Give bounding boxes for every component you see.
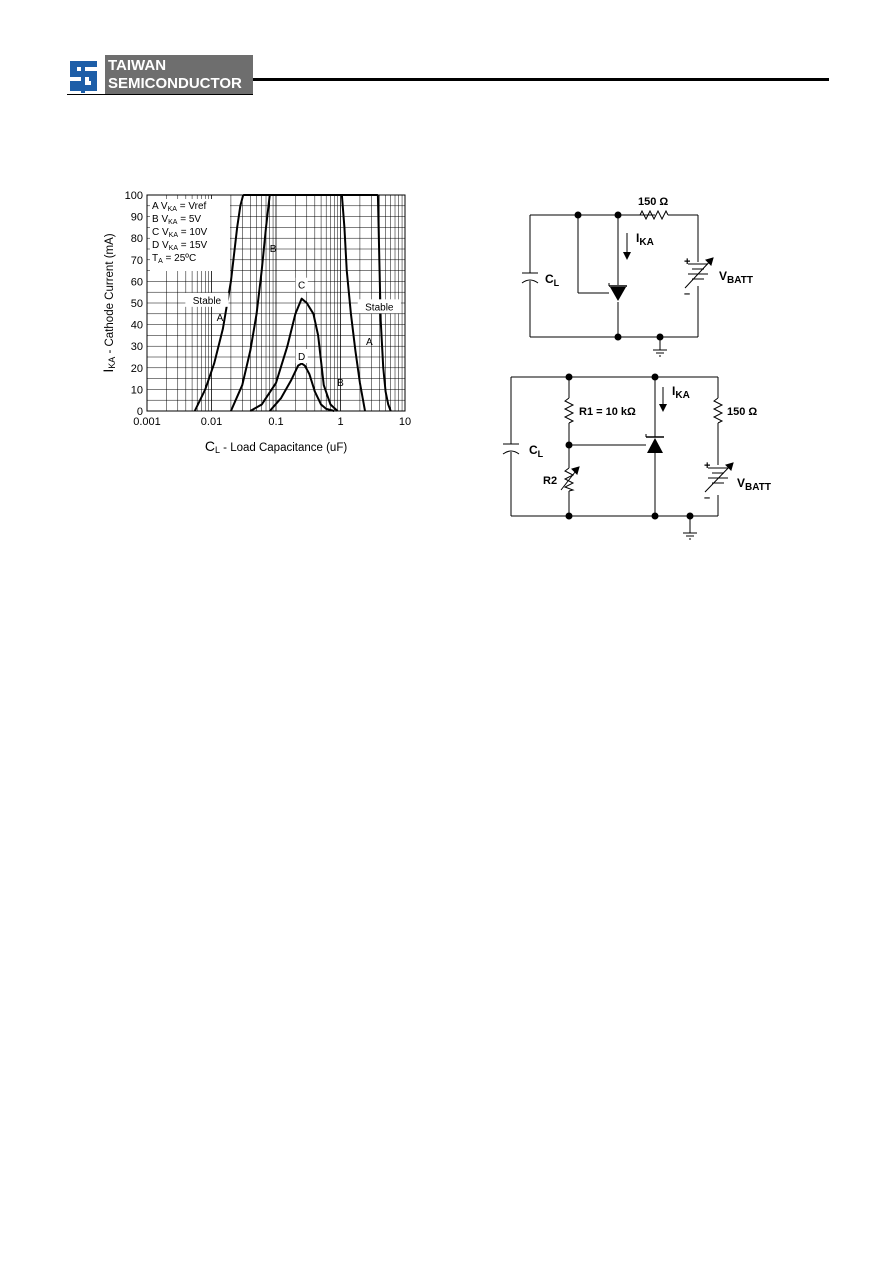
- cap-label: $C_L$: [529, 443, 544, 459]
- resistor-150-label: 150 Ω: [727, 406, 758, 418]
- annotation-label: A: [366, 336, 373, 348]
- r2-label: R2: [543, 475, 558, 487]
- y-tick-label: 0: [136, 406, 143, 418]
- battery-label: $V_{BATT}$: [737, 476, 771, 493]
- y-tick-label: 60: [130, 276, 143, 289]
- annotation-label: B: [337, 377, 344, 389]
- header-underline: [67, 94, 253, 95]
- y-axis-label: IKA - Cathode Current (mA): [100, 233, 117, 373]
- y-tick-label: 80: [130, 233, 143, 246]
- annotation-label: D: [298, 352, 306, 363]
- r1-label: R1 = 10 kΩ: [579, 406, 636, 418]
- y-tick-label: 50: [130, 298, 143, 310]
- y-tick-label: 40: [130, 319, 143, 332]
- company-name-line2: SEMICONDUCTOR: [108, 75, 242, 92]
- junction-dots: [575, 212, 664, 341]
- x-tick-label: 10: [398, 416, 412, 428]
- legend-entry: D $V_{KA} = 15V$: [152, 240, 208, 252]
- company-name-line1: TAIWAN: [108, 57, 167, 74]
- annotation-label: Stable: [365, 302, 394, 314]
- x-tick-labels: [133, 416, 411, 428]
- annotation-label: C: [298, 280, 306, 292]
- resistor-150-label: 150 Ω: [638, 196, 669, 208]
- shunt-regulator-icon: [646, 434, 664, 453]
- legend-entry: $T_A$ = 25ºC: [152, 253, 197, 265]
- legend-entry: A $V_{KA}$ = Vref: [152, 201, 207, 213]
- resistor-r1-icon: [565, 398, 573, 423]
- y-tick-label: 100: [124, 190, 143, 202]
- current-label: $I_{KA}$: [672, 384, 690, 401]
- y-tick-labels: [125, 190, 143, 418]
- battery-plus: +: [704, 460, 711, 472]
- potentiometer-r2-icon: [561, 467, 579, 491]
- test-circuit-2: [495, 365, 795, 550]
- y-tick-label: 70: [130, 254, 143, 267]
- ground-icon: [653, 350, 667, 356]
- legend-entry: C $V_{KA} = 10V$: [152, 227, 208, 239]
- current-arrow-icon: [623, 233, 631, 260]
- annotation-label: A: [216, 313, 224, 325]
- x-tick-label: 0.01: [200, 416, 223, 428]
- x-tick-label: 0.1: [268, 416, 284, 428]
- stability-chart: [95, 180, 415, 460]
- x-tick-label: 0.001: [133, 416, 161, 428]
- header-rule: [253, 78, 829, 81]
- y-tick-label: 20: [130, 362, 143, 375]
- battery-label: $V_{BATT}$: [719, 269, 753, 286]
- x-tick-label: 1: [337, 416, 344, 428]
- current-label: $I_{KA}$: [636, 231, 654, 248]
- battery-minus: –: [704, 492, 711, 504]
- shunt-regulator-icon: [609, 283, 627, 301]
- current-arrow-icon: [659, 387, 667, 412]
- chart-legend: [150, 199, 230, 271]
- curve-c: [250, 299, 337, 411]
- test-circuit-1: [505, 190, 785, 365]
- battery-minus: –: [684, 288, 691, 300]
- ground-icon: [683, 533, 697, 539]
- battery-plus: +: [684, 256, 691, 268]
- company-name-band: [105, 55, 253, 95]
- y-tick-label: 30: [130, 341, 143, 354]
- annotation-label: Stable: [192, 295, 222, 307]
- x-axis-label: CL - Load Capacitance (uF): [204, 438, 348, 455]
- y-tick-label: 90: [130, 211, 143, 224]
- company-logo-icon: [67, 55, 101, 95]
- cap-label: $C_L$: [545, 272, 560, 288]
- y-tick-label: 10: [130, 384, 143, 397]
- resistor-150-icon: [714, 398, 722, 423]
- annotation-label: B: [269, 244, 277, 255]
- page-header: [67, 55, 829, 95]
- legend-entry: B $V_{KA} = 5V$: [152, 214, 202, 226]
